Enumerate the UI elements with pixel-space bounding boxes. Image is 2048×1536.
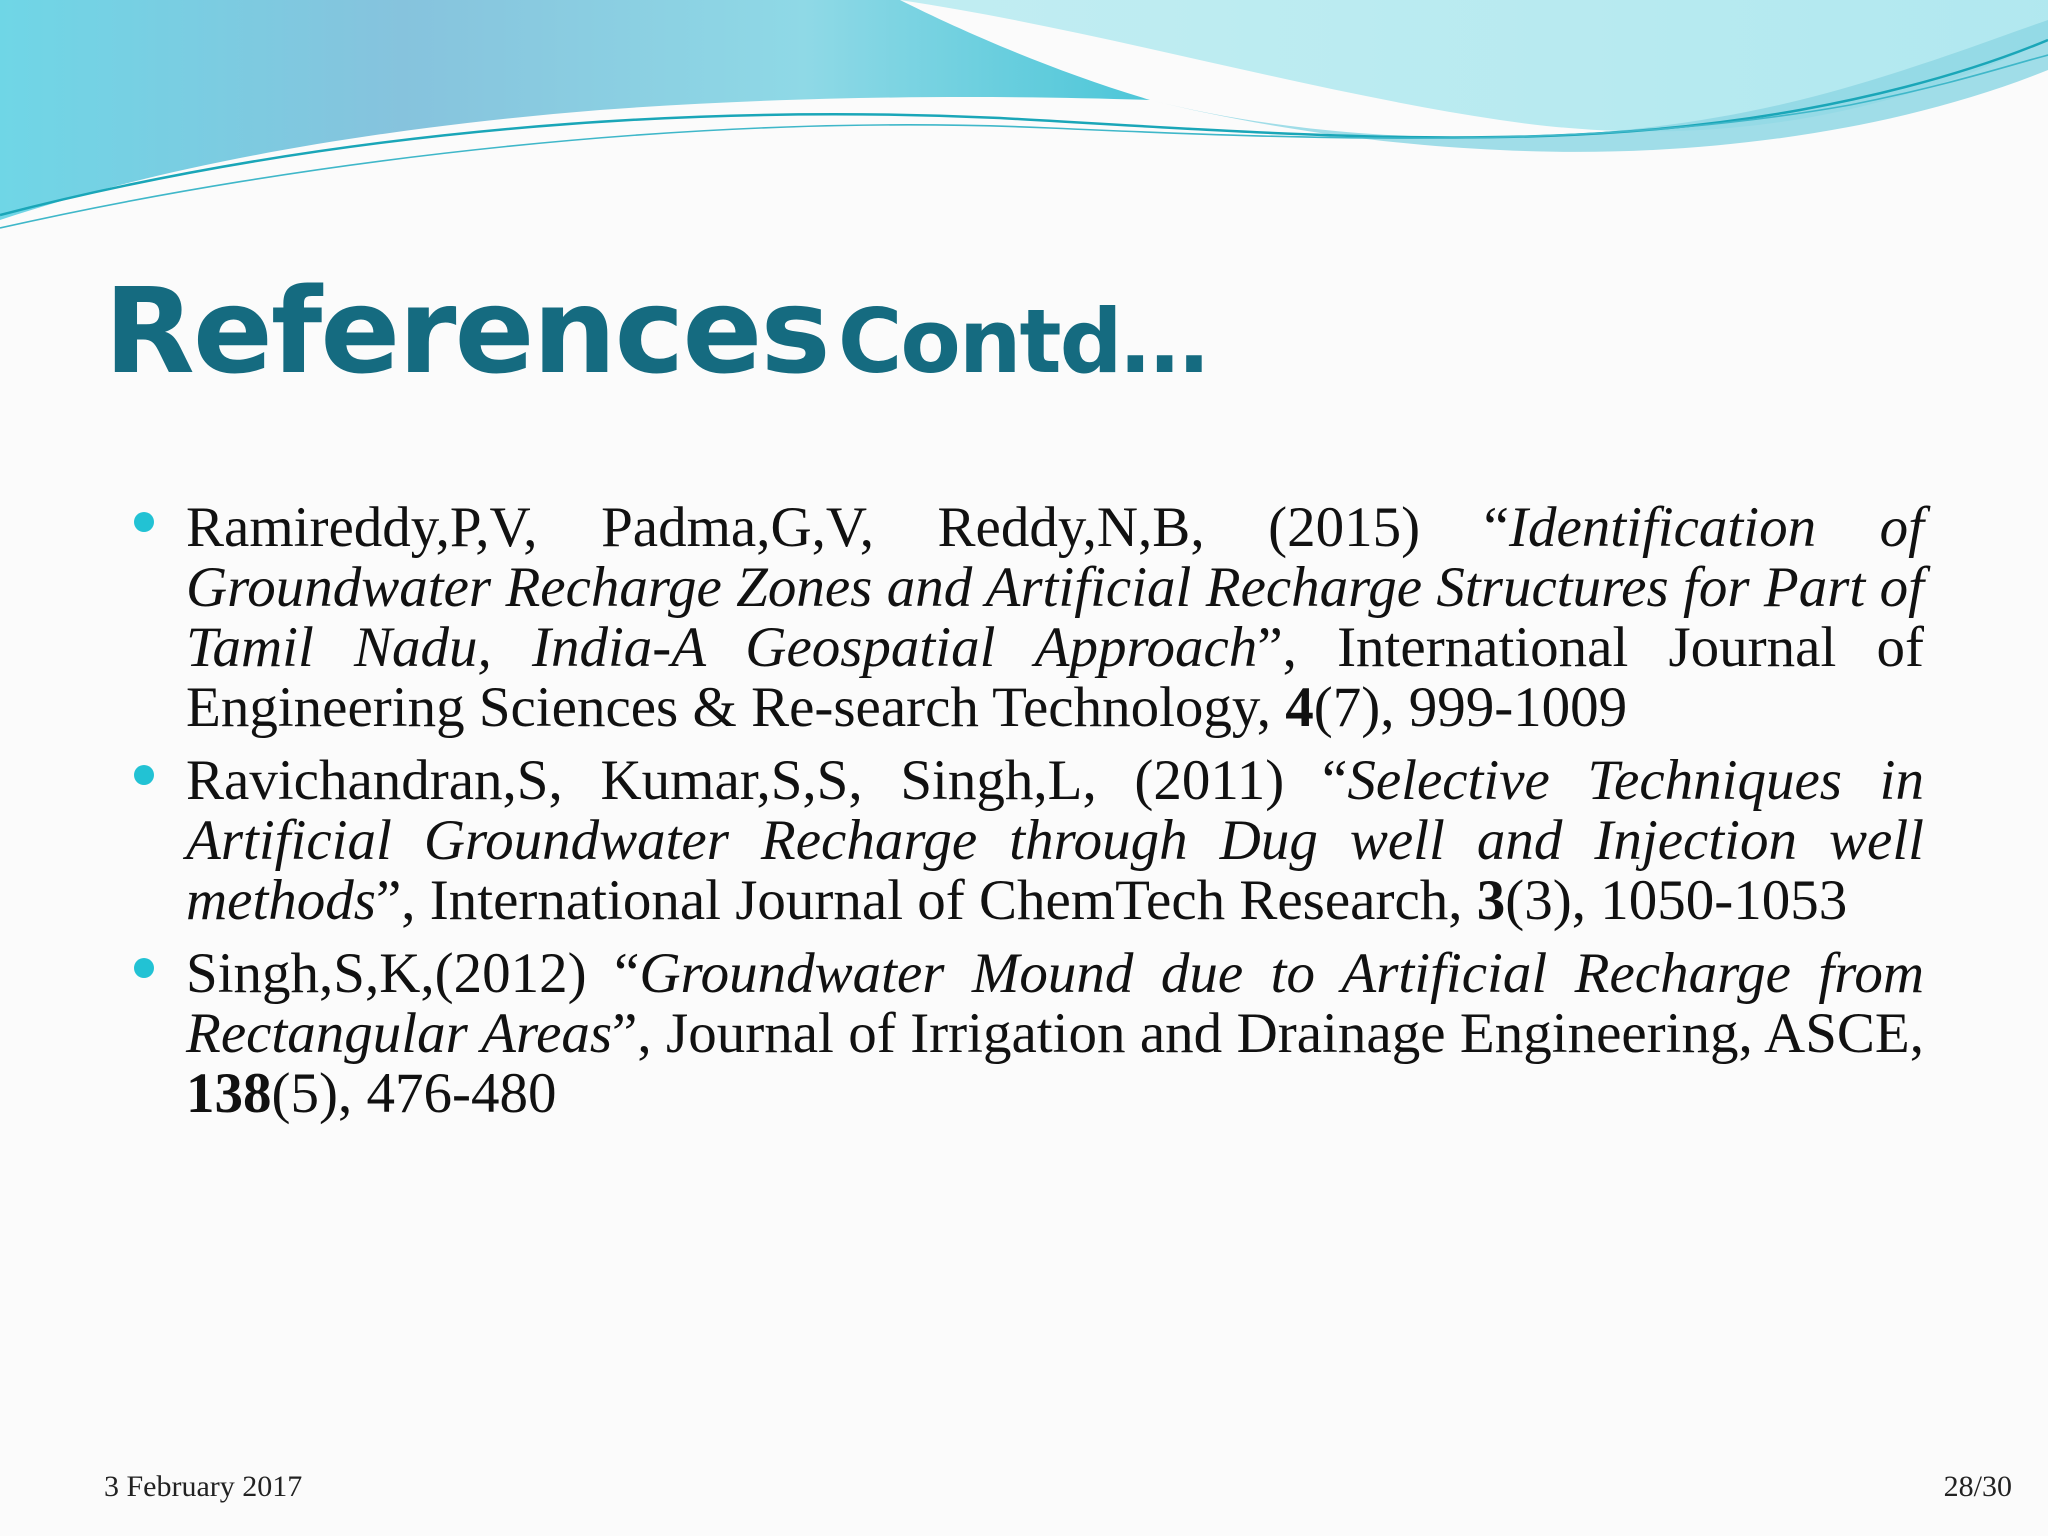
reference-item <box>134 751 1924 931</box>
reference-item <box>134 944 1924 1124</box>
reference-article-title: Selective Techniques in Artificial Groundwater Recharge through Dug well and Injection well methods <box>186 749 1924 932</box>
reference-authors: Ravichandran,S, Kumar,S,S, Singh,L, (2011) “ <box>186 749 1348 812</box>
title-suffix: Contd… <box>837 290 1207 393</box>
reference-pages: (3), 1050-1053 <box>1505 869 1848 932</box>
reference-journal: ”, International Journal of ChemTech Research, <box>375 869 1477 932</box>
reference-article-title: Identification of Groundwater Recharge Zones and Artificial Recharge Structures for Part of Tamil Nadu, India-A Geospatial Approach <box>186 496 1924 679</box>
reference-authors: Ramireddy,P,V, Padma,G,V, Reddy,N,B, (2015) “ <box>186 496 1509 559</box>
slide-title <box>104 262 1207 400</box>
reference-authors: Singh,S,K,(2012) “ <box>186 942 640 1005</box>
reference-pages: (5), 476-480 <box>271 1062 557 1125</box>
header-wave-decoration <box>0 0 2048 260</box>
bullet-icon <box>134 958 154 978</box>
page-number: 28/30 <box>1943 1470 2012 1503</box>
reference-journal: ”, Journal of Irrigation and Drainage Engineering, ASCE, <box>612 1002 1924 1065</box>
reference-pages: (7), 999-1009 <box>1313 676 1628 739</box>
bullet-icon <box>134 765 154 785</box>
reference-volume: 4 <box>1285 676 1314 739</box>
reference-volume: 3 <box>1476 869 1506 932</box>
footer-date: 3 February 2017 <box>104 1470 303 1503</box>
references-list <box>134 498 1924 1137</box>
title-main: References <box>104 262 829 400</box>
bullet-icon <box>134 512 154 532</box>
reference-article-title: Groundwater Mound due to Artificial Recharge from Rectangular Areas <box>186 942 1924 1065</box>
reference-journal: ”, International Journal of Engineering Sciences & Re-search Technology, <box>186 616 1924 739</box>
reference-volume: 138 <box>186 1062 272 1125</box>
reference-item <box>134 498 1924 738</box>
